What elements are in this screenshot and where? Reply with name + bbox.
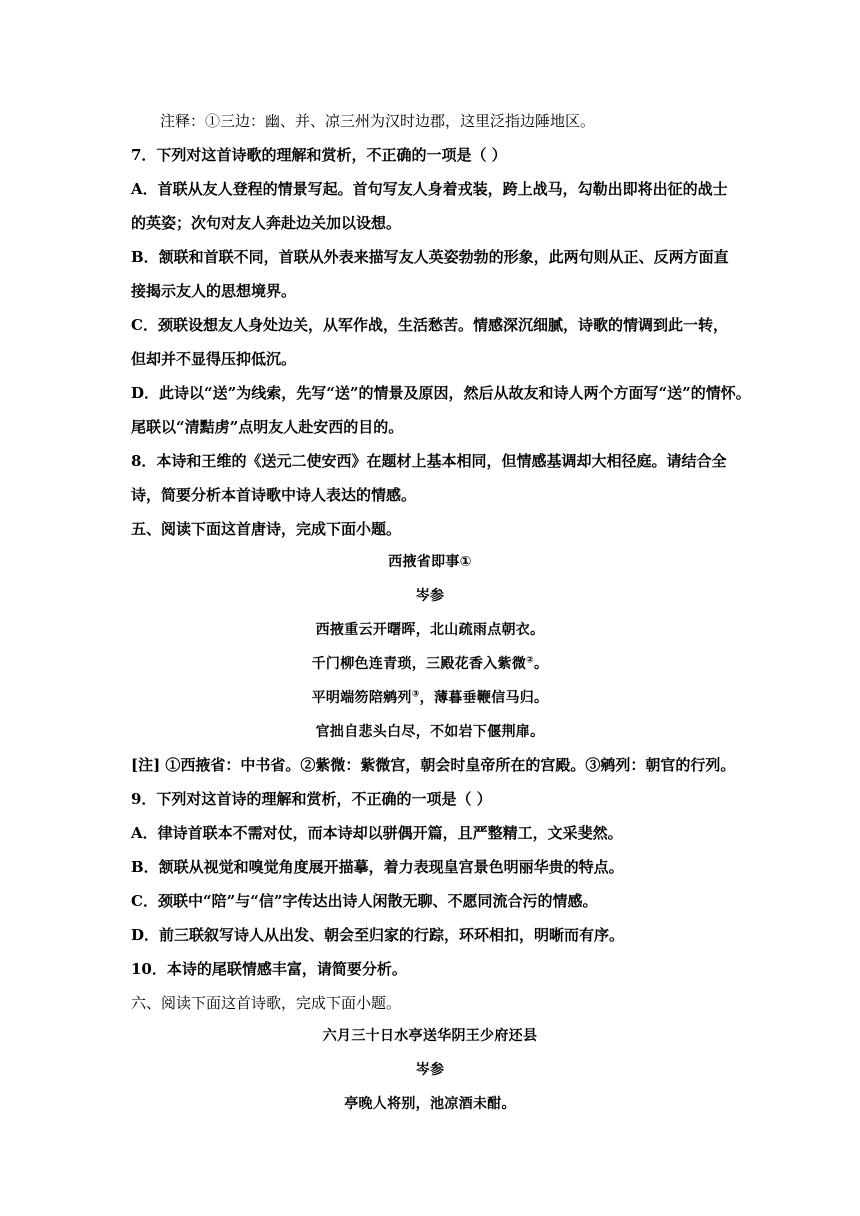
poem1-line3 bbox=[0, 687, 860, 709]
annotation-note: 注释：①三边：幽、并、凉三州为汉时边郡，这里泛指边陲地区。 bbox=[160, 112, 596, 130]
question-8-line2: 诗，简要分析本首诗歌中诗人表达的情感。 bbox=[131, 486, 417, 504]
option-7c-line2: 但却并不显得压抑低沉。 bbox=[131, 350, 297, 368]
poem1-notes: [注] ①西掖省：中书省。②紫微：紫微宫，朝会时皇帝所在的宫殿。③鹓列：朝官的行列。 bbox=[131, 756, 736, 774]
poem2-title: 六月三十日水亭送华阴王少府还县 bbox=[322, 1028, 538, 1044]
section-5-heading: 五、阅读下面这首唐诗，完成下面小题。 bbox=[131, 520, 402, 538]
poem1-author: 岑参 bbox=[415, 588, 445, 604]
question-10: 10．本诗的尾联情感丰富，请简要分析。 bbox=[131, 960, 407, 978]
option-7a-line2: 的英姿；次句对友人奔赴边关加以设想。 bbox=[131, 214, 402, 232]
poem1-line3-text: 平明端笏陪鹓列 bbox=[311, 690, 412, 706]
question-7: 7．下列对这首诗歌的理解和赏析，不正确的一项是（ ） bbox=[131, 146, 507, 164]
poem1-line2-text: 千门柳色连青琐，三殿花香入紫微 bbox=[311, 656, 527, 672]
poem1-line2 bbox=[0, 653, 860, 675]
option-9d: D．前三联叙写诗人从出发、朝会至归家的行踪，环环相扣，明晰而有序。 bbox=[131, 926, 625, 944]
poem1-line2-end: 。 bbox=[534, 656, 549, 672]
footnote-mark-2: ② bbox=[526, 655, 535, 666]
option-7c-line1: C．颈联设想友人身处边关，从军作战，生活愁苦。情感深沉细腻，诗歌的情调到此一转， bbox=[131, 316, 728, 334]
poem1-line3-end: ，薄暮垂鞭信马归。 bbox=[419, 690, 549, 706]
option-9c: C．颈联中“陪”与“信”字传达出诗人闲散无聊、不愿同流合污的情感。 bbox=[131, 892, 598, 910]
option-7d-line1: D．此诗以“送”为线索，先写“送”的情景及原因，然后从故友和诗人两个方面写“送”的情怀。 bbox=[131, 384, 751, 402]
section-6-heading: 六、阅读下面这首诗歌，完成下面小题。 bbox=[131, 994, 402, 1012]
poem1-line4: 官拙自悲头白尽，不如岩下偃荆扉。 bbox=[315, 724, 545, 740]
footnote-mark-3: ③ bbox=[411, 689, 420, 700]
poem2-line1: 亭晚人将别，池凉酒未酣。 bbox=[344, 1096, 516, 1112]
option-7b-line1: B．颔联和首联不同，首联从外表来描写友人英姿勃勃的形象，此两句则从正、反两方面直 bbox=[131, 248, 729, 266]
question-8-line1: 8．本诗和王维的《送元二使安西》在题材上基本相同，但情感基调却大相径庭。请结合全 bbox=[131, 452, 727, 470]
option-7b-line2: 接揭示友人的思想境界。 bbox=[131, 282, 297, 300]
option-7a-line1: A．首联从友人登程的情景写起。首句写友人身着戎装，跨上战马，勾勒出即将出征的战士 bbox=[131, 180, 728, 198]
option-9a: A．律诗首联本不需对仗，而本诗却以骈偶开篇，且严整精工，文采斐然。 bbox=[131, 824, 623, 842]
question-9: 9．下列对这首诗的理解和赏析，不正确的一项是（ ） bbox=[131, 790, 492, 808]
option-9b: B．颔联从视觉和嗅觉角度展开描摹，着力表现皇宫景色明丽华贵的特点。 bbox=[131, 858, 624, 876]
option-7d-line2: 尾联以“清黠虏”点明友人赴安西的目的。 bbox=[131, 418, 404, 436]
poem1-line1: 西掖重云开曙晖，北山疏雨点朝衣。 bbox=[315, 622, 545, 638]
poem2-author: 岑参 bbox=[415, 1062, 445, 1078]
poem1-title: 西掖省即事① bbox=[388, 554, 472, 570]
